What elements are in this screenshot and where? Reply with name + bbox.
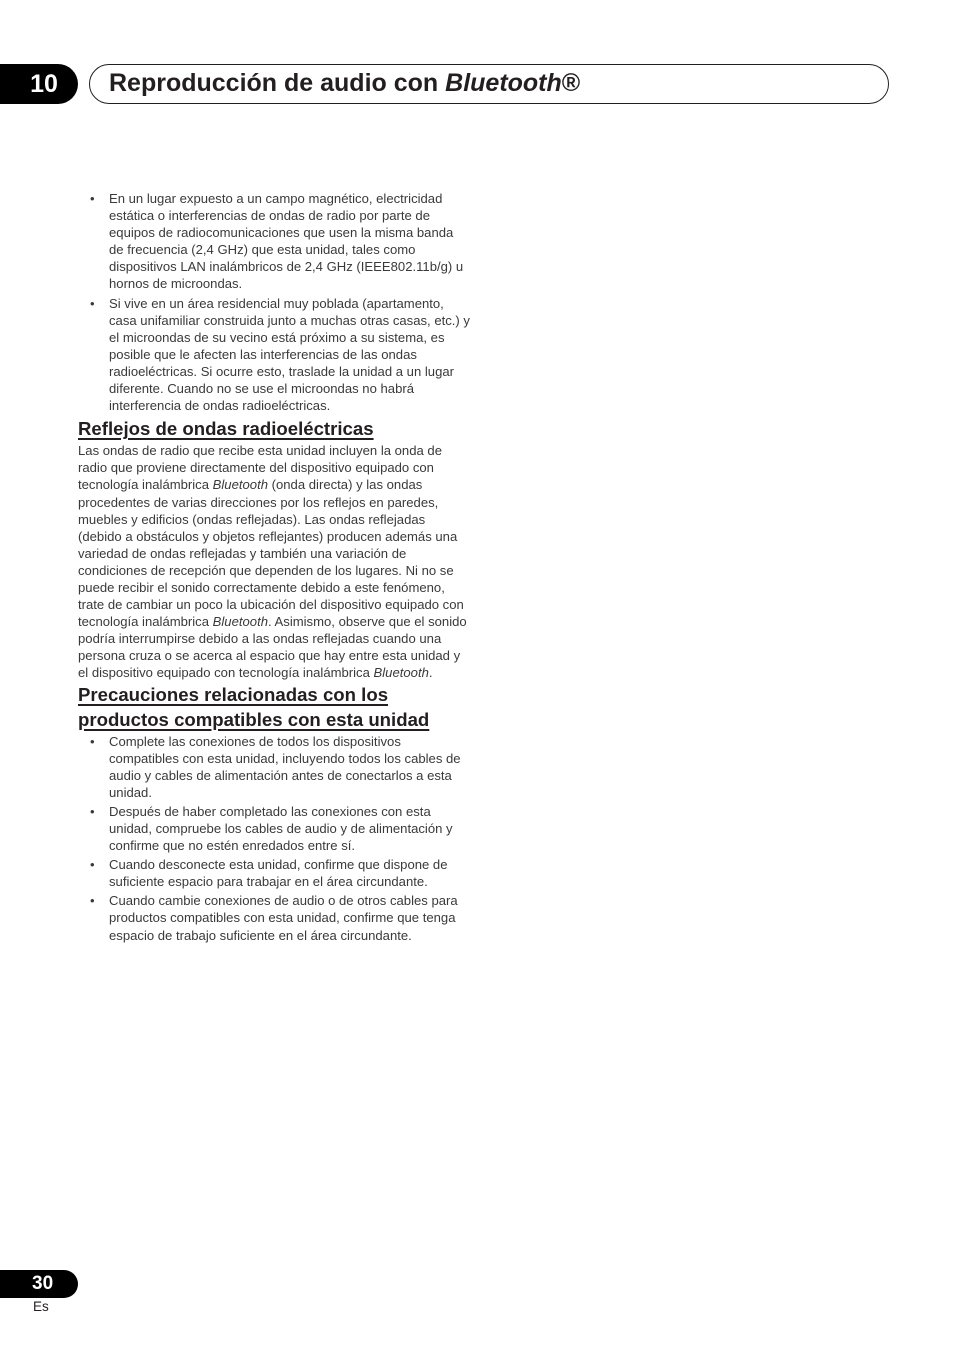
main-column (78, 190, 470, 946)
section-heading-precautions (78, 682, 470, 732)
chapter-number: 10 (30, 70, 58, 98)
paragraph-text: (onda directa) y las ondas procedentes de varias direcciones por los reflejos en paredes, muebles y edificios (ondas reflejadas). Las ondas reflejadas (debido a obstáculos y objetos reflejantes) producen además una variedad de ondas reflejadas y también una variación de condiciones de recepción que dependen de los lugares. Ni no se puede recibir el sonido correctamente debido a este fenómeno, trate de cambiar un poco la ubicación del dispositivo equipado con tecnología inalámbrica (78, 477, 464, 630)
list-item: • En un lugar expuesto a un campo magnético, electricidad estática o interferencias de ondas de radio por parte de equipos de radiocomunicaciones que usen la misma banda de frecuencia (2,4 GHz) que esta unidad, tales como dispositivos LAN inalámbricos de 2,4 GHz (IEEE802.11b/g) u hornos de microondas. (78, 190, 470, 293)
paragraph-bluetooth-term: Bluetooth (373, 665, 429, 681)
chapter-title-registered: ® (561, 69, 581, 97)
list-item: • Complete las conexiones de todos los dispositivos compatibles con esta unidad, incluyendo todos los cables de audio y cables de alimentación antes de conectarlos a esta unidad. (78, 733, 470, 801)
language-code: Es (33, 1299, 49, 1314)
chapter-number-badge (0, 64, 78, 104)
chapter-title-main: Reproducción de audio con (109, 69, 446, 97)
reflections-paragraph (78, 442, 470, 681)
chapter-title-bar (89, 64, 889, 104)
heading-line: Precauciones relacionadas con los (78, 683, 389, 705)
list-item: • Cuando desconecte esta unidad, confirme que dispone de suficiente espacio para trabajar en el área circundante. (78, 856, 470, 890)
paragraph-bluetooth-term: Bluetooth (212, 477, 268, 493)
paragraph-text: . (428, 665, 433, 681)
page-number-badge (0, 1270, 78, 1298)
intro-bullet-list (78, 190, 470, 414)
paragraph-text: . Asimismo, observe que el sonido podría interrumpirse debido a las ondas reflejadas cuando una persona cruza o se acerca al espacio que hay entre esta unidad y el dispositivo equipado con tecnología inalámbrica (78, 614, 467, 681)
page-number: 30 (32, 1273, 54, 1294)
section-heading-reflections: Reflejos de ondas radioeléctricas (78, 418, 374, 440)
heading-line: productos compatibles con esta unidad (78, 708, 430, 730)
precautions-bullet-list (78, 733, 470, 944)
paragraph-text: Las ondas de radio que recibe esta unidad incluyen la onda de radio que proviene directamente del dispositivo equipado con tecnología inalámbrica (78, 443, 442, 493)
chapter-title-bluetooth: Bluetooth (445, 69, 562, 97)
list-item: • Cuando cambie conexiones de audio o de otros cables para productos compatibles con esta unidad, confirme que tenga espacio de trabajo suficiente en el área circundante. (78, 892, 470, 943)
paragraph-bluetooth-term: Bluetooth (212, 614, 268, 630)
list-item: • Si vive en un área residencial muy poblada (apartamento, casa unifamiliar construida junto a muchas otras casas, etc.) y el microondas de su vecino está próximo a su sistema, es posible que le afecten las interferencias de las ondas radioeléctricas. Si ocurre esto, traslade la unidad a un lugar diferente. Cuando no se use el microondas no habrá interferencia de ondas radioeléctricas. (78, 295, 470, 415)
list-item: • Después de haber completado las conexiones con esta unidad, compruebe los cables de audio y de alimentación y confirme que no estén enredados entre sí. (78, 803, 470, 854)
